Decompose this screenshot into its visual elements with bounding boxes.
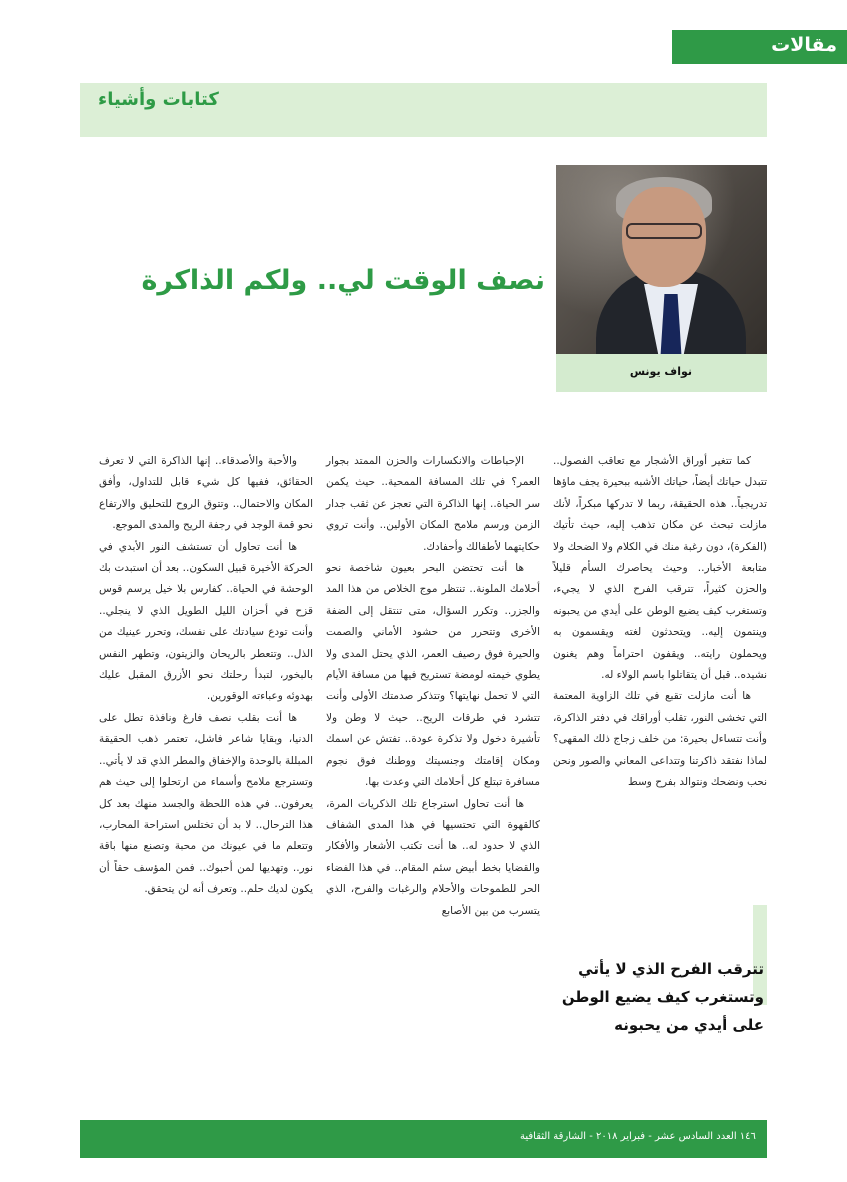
paragraph: ها أنت بقلب نصف فارغ ونافذة تطل على الدنيا، وبقايا شاعر فاشل، تعتمر ذهب الحقيقة المبللة بالوحدة والإخفاق والمطر الذي قد لا يأتي.. وتسترجع ملامح وأسماء من ارتحلوا إلى حيث هم يعرفون.. في هذه اللحظة والجسد منهك بعد كل هذا الترحال.. لا بد أن تختلس استراحة المحارب، وتتعلم ما في عيونك من محبة وتصنع منها باقة نور.. وتهديها لمن أحبوك.. فمن المؤسف حقاً أن يكون لديك حلم.. وتعرف أنه لن يتحقق. bbox=[99, 711, 313, 896]
article-title: نصف الوقت لي.. ولكم الذاكرة bbox=[141, 265, 545, 296]
author-name: نواف يونس bbox=[629, 365, 692, 378]
article-column-right bbox=[553, 451, 767, 789]
paragraph: ها أنت تحتضن البحر بعيون شاخصة نحو أحلامك الملونة.. تنتظر موج الخلاص من هذا المد والجزر.. وتكرر السؤال، متى تنتقل إلى الضفة الأخرى وتتحرر من حشود الأماني والصمت والحيرة فوق رصيف العمر، الذي يحتل المدى ولا يطوي خيمته لومضة تستريح فيها من مسافة الأيام التي لا تحمل نهايتها؟ وتتذكر صدمتك الأولى وأنت تتشرد في طرقات الريح.. حيث لا وطن ولا تأشيرة دخول ولا تذكرة عودة.. تفتش عن اسمك ومكان إقامتك وجنسيتك ووطنك فوق نجوم مسافرة تبتلع كل أحلامك التي وعدت بها. bbox=[326, 562, 540, 789]
article-column-left bbox=[99, 451, 313, 896]
section-tab-label: مقالات bbox=[771, 34, 837, 56]
page-footer bbox=[80, 1120, 767, 1158]
article-column-middle bbox=[326, 451, 540, 1091]
paragraph: والأحبة والأصدقاء.. إنها الذاكرة التي لا تعرف الحقائق، ففيها كل شيء قابل للتداول، وأفق المكان والاحتمال.. وتتوق الروح للتحليق والارتفاع نحو قمة الوجد في رجفة الريح والمدى الموجع. bbox=[99, 455, 313, 532]
paragraph: ها أنت مازلت تقبع في تلك الزاوية المعتمة التي تخشى النور، تقلب أوراقك في دفتر الذاكرة، وأنت تتساءل بحيرة: من خلف زجاج ذلك المقهى؟ لماذا نفتقد ذاكرتنا وتتداعى المعاني والصور ونحن نحب ونضحك ونتوالد بفرح وسط bbox=[553, 690, 767, 789]
paragraph: ها أنت تحاول أن تستشف النور الأبدي في الحركة الأخيرة قبيل السكون.. بعد أن استبدت بك الوحشة في الحياة.. كفارس بلا خيل يرسم قوس قزح في أحزان الليل الطويل الذي لا ينجلي.. وأنت تودع سيادتك على نفسك، وتحرر عينيك من الذل.. وتتعطر بالريحان والزيتون، وتطهر النفس بالبخور، لتبدأ رحلتك نحو الأزرق المقبل عليك بهدوئه وعباءته الوقورين. bbox=[99, 540, 313, 703]
author-caption bbox=[556, 354, 767, 392]
footer-issue-text: ١٤٦ العدد السادس عشر - فبراير ٢٠١٨ - الشارقة الثقافية bbox=[520, 1131, 756, 1142]
pull-quote: تترقب الفرح الذي لا يأتي وتستغرب كيف يضيع الوطن على أيدي من يحبونه bbox=[561, 960, 764, 1034]
section-header-bar bbox=[80, 83, 767, 137]
paragraph: ها أنت تحاول استرجاع تلك الذكريات المرة، كالقهوة التي تحتسيها في هذا المدى الشفاف الذي لا حدود له.. ها أنت تكتب الأشعار والأفكار والقضايا بخط أبيض سئم المقام.. في هذا الفضاء الحر للطموحات والأحلام والرغبات والفرح، الذي يتسرب من بين الأصابع bbox=[326, 797, 540, 917]
section-tab bbox=[672, 30, 847, 64]
author-photo bbox=[556, 165, 767, 354]
paragraph: الإحباطات والانكسارات والحزن الممتد بجوار العمر؟ في تلك المسافة الممحية.. حيث يكمن سر الحياة.. إنها الذاكرة التي تعجز عن ثقب جدار الزمن ورسم ملامح المكان الأولين.. وأنت تروي حكايتهما لأطفالك وأحفادك. bbox=[326, 455, 540, 553]
section-title: كتابات وأشياء bbox=[98, 89, 219, 110]
paragraph: كما تتغير أوراق الأشجار مع تعاقب الفصول.. تتبدل حياتك أيضاً، حياتك الأشبه ببحيرة يجف ماؤها تدريجياً.. هذه الحقيقة، ربما لا تدركها مبكراً، لأنك مازلت تبحث عن مكان تذهب إليه، حيث تأتيك (الفكرة)، دون رغبة منك في الكلام ولا الضحك ولا متابعة الأخبار.. وحيث يحاصرك السأم قليلاً والحزن كثيراً، تترقب الفرح الذي لا يجيء، وتستغرب كيف يضيع الوطن على أيدي من يحبونه وينتمون إليه.. ويتحدثون لغته ويقسمون به ويحملون رايته.. ويقفون احتراماً وهم يغنون نشيده.. قبل أن يتقاتلوا باسم الولاء له. bbox=[553, 455, 767, 682]
